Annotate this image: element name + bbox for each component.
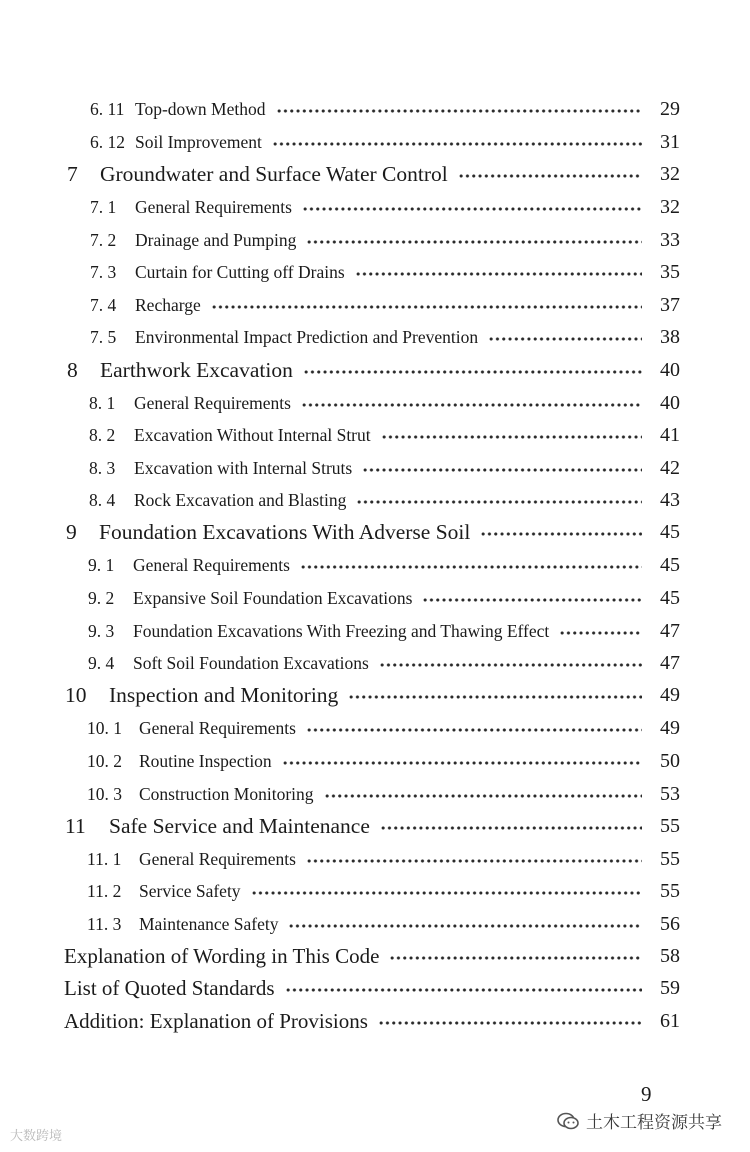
toc-entry — [87, 746, 680, 776]
toc-number: 8. 4 — [89, 489, 116, 510]
toc-entry — [88, 583, 680, 613]
toc-entry — [67, 159, 680, 189]
toc-number: 7. 3 — [90, 261, 117, 282]
toc-title: Maintenance Safety — [139, 913, 279, 934]
dot-leader — [356, 485, 642, 515]
toc-title: Routine Inspection — [139, 750, 272, 771]
toc-title: Inspection and Monitoring — [109, 682, 339, 707]
watermark-left-text: 大数跨境 — [10, 1129, 63, 1144]
toc-page: 49 — [660, 683, 680, 706]
toc-number: 11. 1 — [87, 848, 122, 869]
toc-page: 49 — [660, 716, 680, 739]
dot-leader — [379, 648, 642, 678]
toc-title: Curtain for Cutting off Drains — [135, 261, 345, 282]
wechat-icon — [556, 1111, 580, 1131]
toc-number: 10. 2 — [87, 750, 122, 771]
toc-title: Excavation with Internal Struts — [134, 457, 353, 478]
toc-title: Addition: Explanation of Provisions — [64, 1008, 368, 1033]
toc-title: Soil Improvement — [135, 131, 262, 152]
toc-entry — [88, 616, 680, 646]
toc-page: 47 — [660, 619, 680, 642]
toc-entry — [87, 909, 680, 939]
toc-page: 33 — [660, 228, 680, 251]
toc-title: General Requirements — [133, 554, 290, 575]
toc-page: 42 — [660, 456, 680, 479]
dot-leader — [381, 420, 642, 450]
toc-entry — [65, 811, 680, 841]
dot-leader — [480, 517, 642, 547]
toc-entry — [90, 94, 680, 124]
toc-page: 31 — [660, 130, 680, 153]
toc-number: 7. 4 — [90, 294, 117, 315]
toc-number: 7. 5 — [90, 326, 117, 347]
toc-number: 11. 2 — [87, 880, 122, 901]
watermark-right-text: 土木工程资源共享 — [586, 1113, 722, 1133]
toc-number: 8. 2 — [89, 424, 116, 445]
toc-entry — [89, 453, 680, 483]
toc-page: 29 — [660, 97, 680, 120]
toc-page: 55 — [660, 847, 680, 870]
toc-number: 7. 1 — [90, 196, 117, 217]
toc-entry — [90, 225, 680, 255]
toc-number: 11. 3 — [87, 913, 122, 934]
toc-title: General Requirements — [135, 196, 292, 217]
dot-leader — [348, 680, 642, 710]
dot-leader — [362, 453, 642, 483]
toc-title: Rock Excavation and Blasting — [134, 489, 347, 510]
dot-leader — [389, 941, 642, 971]
toc-page: 35 — [660, 260, 680, 283]
toc-page: 37 — [660, 293, 680, 316]
toc-entry — [90, 257, 680, 287]
toc-page: 55 — [660, 814, 680, 837]
toc-entry — [89, 420, 680, 450]
toc-title: Construction Monitoring — [139, 783, 314, 804]
toc-entry — [88, 550, 680, 580]
toc-title: Excavation Without Internal Strut — [134, 424, 371, 445]
dot-leader — [422, 583, 642, 613]
toc-page: 56 — [660, 912, 680, 935]
toc-number: 9. 2 — [88, 587, 115, 608]
toc-entry — [90, 127, 680, 157]
dot-leader — [380, 811, 642, 841]
toc-entry — [87, 713, 680, 743]
toc-entry — [64, 973, 680, 1003]
toc-entry — [65, 680, 680, 710]
toc-page: 61 — [660, 1009, 680, 1032]
toc-number: 10 — [65, 682, 87, 707]
dot-leader — [285, 973, 642, 1003]
toc-title: Foundation Excavations With Adverse Soil — [99, 519, 471, 544]
toc-number: 6. 11 — [90, 98, 125, 119]
toc-page: 32 — [660, 162, 680, 185]
toc-page: 41 — [660, 423, 680, 446]
toc-number: 10. 1 — [87, 717, 122, 738]
toc-title: Groundwater and Surface Water Control — [100, 161, 448, 186]
dot-leader — [306, 713, 642, 743]
toc-title: Top-down Method — [135, 98, 266, 119]
toc-page: 50 — [660, 749, 680, 772]
toc-page: 45 — [660, 586, 680, 609]
toc-entry — [66, 517, 680, 547]
toc-title: List of Quoted Standards — [64, 975, 275, 1000]
toc-entry — [90, 290, 680, 320]
toc-title: Service Safety — [139, 880, 241, 901]
toc-title: Drainage and Pumping — [135, 229, 297, 250]
toc-number: 9. 4 — [88, 652, 115, 673]
dot-leader — [378, 1006, 642, 1036]
toc-entry — [87, 779, 680, 809]
toc-title: Earthwork Excavation — [100, 357, 293, 382]
toc-title: Environmental Impact Prediction and Prevention — [135, 326, 479, 347]
toc-title: Expansive Soil Foundation Excavations — [133, 587, 413, 608]
toc-number: 10. 3 — [87, 783, 122, 804]
toc-entry — [87, 844, 680, 874]
dot-leader — [355, 257, 642, 287]
toc-page: 45 — [660, 553, 680, 576]
toc-number: 6. 12 — [90, 131, 125, 152]
toc-page: 40 — [660, 358, 680, 381]
toc-number: 7 — [67, 161, 78, 186]
dot-leader — [306, 225, 642, 255]
toc-page: 32 — [660, 195, 680, 218]
toc-page: 53 — [660, 782, 680, 805]
dot-leader — [458, 159, 642, 189]
dot-leader — [302, 192, 642, 222]
dot-leader — [300, 550, 642, 580]
watermark-left — [10, 1125, 62, 1144]
toc-title: Recharge — [135, 294, 201, 315]
toc-page: 40 — [660, 391, 680, 414]
toc-number: 11 — [65, 813, 86, 838]
dot-leader — [488, 322, 642, 352]
toc-page: 55 — [660, 879, 680, 902]
toc-page: 45 — [660, 520, 680, 543]
toc-entry — [89, 388, 680, 418]
page-number: 9 — [641, 1082, 652, 1106]
toc-page: 38 — [660, 325, 680, 348]
toc-page: 59 — [660, 976, 680, 999]
toc-entry — [64, 1006, 680, 1036]
dot-leader — [251, 876, 642, 906]
toc-entry — [90, 192, 680, 222]
dot-leader — [211, 290, 642, 320]
toc-number: 8. 3 — [89, 457, 116, 478]
dot-leader — [282, 746, 642, 776]
toc-entry — [89, 485, 680, 515]
watermark-right — [556, 1108, 722, 1133]
toc-title: Foundation Excavations With Freezing and Thawing Effect — [133, 620, 550, 641]
toc-entry — [90, 322, 680, 352]
toc-title: General Requirements — [139, 848, 296, 869]
dot-leader — [301, 388, 642, 418]
dot-leader — [324, 779, 642, 809]
toc-number: 9 — [66, 519, 77, 544]
toc-page: 43 — [660, 488, 680, 511]
toc-page: 47 — [660, 651, 680, 674]
toc-number: 9. 1 — [88, 554, 115, 575]
toc-title: General Requirements — [139, 717, 296, 738]
toc-entry — [88, 648, 680, 678]
toc-title: General Requirements — [134, 392, 291, 413]
toc-number: 7. 2 — [90, 229, 117, 250]
dot-leader — [306, 844, 642, 874]
toc-title: Soft Soil Foundation Excavations — [133, 652, 369, 673]
toc-entry — [64, 941, 680, 971]
toc-title: Safe Service and Maintenance — [109, 813, 370, 838]
toc-number: 8 — [67, 357, 78, 382]
toc-number: 9. 3 — [88, 620, 115, 641]
toc-page: 58 — [660, 944, 680, 967]
dot-leader — [272, 127, 642, 157]
toc-number: 8. 1 — [89, 392, 116, 413]
toc-entry — [67, 355, 680, 385]
toc-entry — [87, 876, 680, 906]
toc-title: Explanation of Wording in This Code — [64, 943, 380, 968]
dot-leader — [303, 355, 642, 385]
dot-leader — [559, 616, 642, 646]
dot-leader — [276, 94, 643, 124]
dot-leader — [288, 909, 642, 939]
